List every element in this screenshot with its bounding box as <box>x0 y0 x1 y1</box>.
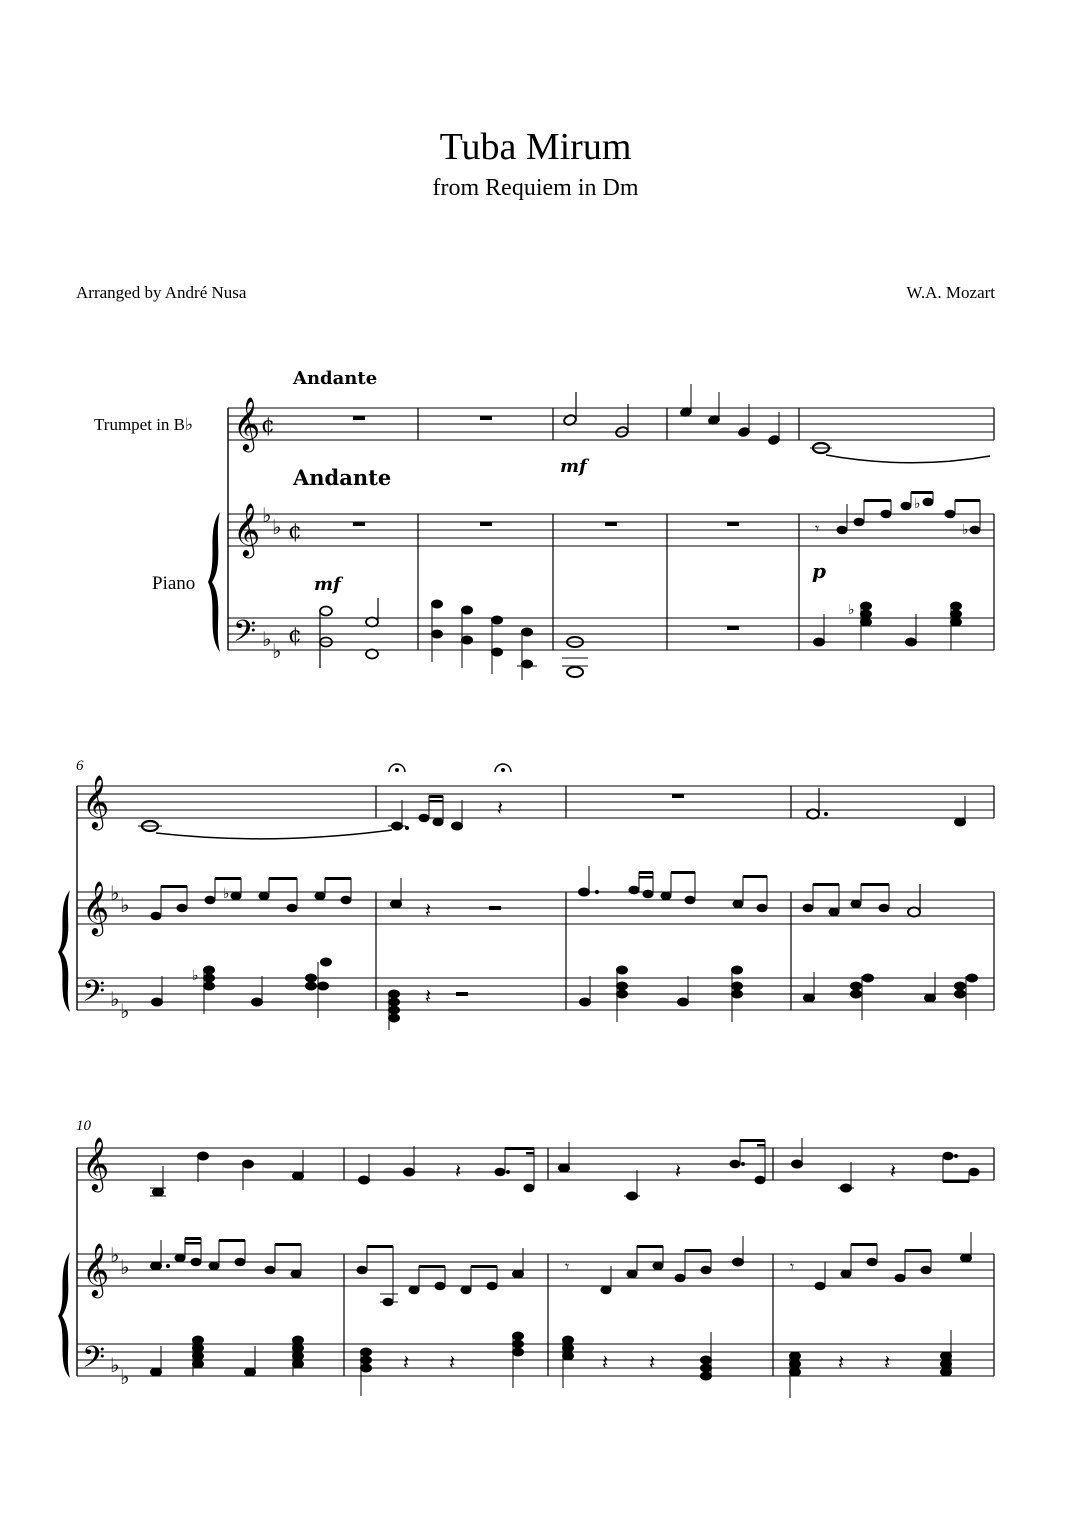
flat-icon: ♭ <box>120 893 130 917</box>
staff-piano-bass <box>228 618 994 650</box>
instrument-label-trumpet: Trumpet in B♭ <box>94 415 194 434</box>
dynamic-mark: mf <box>314 574 341 595</box>
bass-clef-icon: 𝄢 <box>82 975 106 1016</box>
system-1 <box>94 368 994 680</box>
staff-piano-bass <box>77 1344 994 1376</box>
svg-text:𝄽: 𝄽 <box>449 1350 456 1374</box>
svg-text:♭: ♭ <box>192 968 199 984</box>
piano-treble-m6-9-notes <box>151 866 920 922</box>
score-title: Tuba Mirum <box>439 126 632 168</box>
svg-text:𝄽: 𝄽 <box>884 1350 891 1374</box>
svg-text:𝄽: 𝄽 <box>425 984 432 1008</box>
treble-clef-icon: 𝄞 <box>233 502 261 556</box>
flat-icon: ♭ <box>120 1255 130 1279</box>
trumpet-m6-9-notes <box>138 764 966 839</box>
flat-icon: ♭ <box>262 503 272 527</box>
svg-text:𝄽: 𝄽 <box>838 1350 845 1374</box>
svg-text:𝄽: 𝄽 <box>602 1350 609 1374</box>
system-3 <box>58 1118 994 1398</box>
svg-text:𝄽: 𝄽 <box>403 1350 410 1374</box>
system-2 <box>58 758 994 1030</box>
trumpet-m10-13-notes <box>150 1138 979 1200</box>
dynamic-mark: p <box>812 559 826 583</box>
flat-icon: ♭ <box>120 1365 130 1389</box>
staff-piano-treble <box>228 514 994 546</box>
dynamic-mark: mf <box>560 456 587 477</box>
barlines-system-1 <box>418 408 994 650</box>
staff-trumpet <box>77 786 994 818</box>
whole-rest <box>605 522 617 526</box>
whole-rest <box>353 416 365 420</box>
tempo-marking-piano: Andante <box>293 465 392 490</box>
svg-text:𝄽: 𝄽 <box>425 898 432 922</box>
composer-credit: W.A. Mozart <box>906 283 995 302</box>
measure-number: 10 <box>76 1118 91 1134</box>
trumpet-m3-notes <box>563 392 629 438</box>
svg-text:𝄽: 𝄽 <box>455 1159 462 1183</box>
time-signature: ¢ <box>288 623 302 648</box>
svg-text:♭: ♭ <box>223 886 230 902</box>
measure-number: 6 <box>76 758 84 774</box>
whole-rest <box>727 626 739 630</box>
whole-rest <box>727 522 739 526</box>
bass-clef-icon: 𝄢 <box>82 1341 106 1382</box>
svg-text:♭: ♭ <box>914 496 921 512</box>
staff-trumpet <box>228 408 994 440</box>
treble-clef-icon: 𝄞 <box>82 1136 110 1190</box>
svg-text:𝄽: 𝄽 <box>649 1350 656 1374</box>
treble-clef-icon: 𝄞 <box>82 774 110 828</box>
instrument-label-piano: Piano <box>152 573 196 594</box>
svg-text:𝄽: 𝄽 <box>890 1159 897 1183</box>
svg-text:𝄾: 𝄾 <box>815 519 820 538</box>
svg-text:𝄽: 𝄽 <box>497 796 504 820</box>
svg-text:♭: ♭ <box>962 522 969 538</box>
score-subtitle: from Requiem in Dm <box>432 175 639 201</box>
whole-rest <box>480 522 492 526</box>
flat-icon: ♭ <box>120 999 130 1023</box>
whole-rest <box>480 416 492 420</box>
svg-text:𝄽: 𝄽 <box>675 1159 682 1183</box>
flat-icon: ♭ <box>272 639 282 663</box>
treble-clef-icon: 𝄞 <box>82 880 110 934</box>
trumpet-m4-notes <box>679 384 780 446</box>
piano-bass-m3-notes <box>562 637 588 677</box>
piano-bass-m10-13-notes <box>151 1330 952 1398</box>
svg-text:𝄾: 𝄾 <box>790 1257 795 1276</box>
barlines-system-2 <box>376 786 994 1010</box>
piano-brace <box>58 1252 70 1378</box>
piano-bass-m2-notes <box>432 600 538 680</box>
tempo-marking-trumpet: Andante <box>293 368 378 389</box>
whole-rest <box>353 522 365 526</box>
flat-icon: ♭ <box>272 515 282 539</box>
treble-clef-icon: 𝄞 <box>233 396 261 450</box>
flat-icon: ♭ <box>110 1353 120 1377</box>
piano-bass-m1-notes <box>320 598 378 668</box>
flat-icon: ♭ <box>110 881 120 905</box>
bass-clef-icon: 𝄢 <box>233 615 257 656</box>
staff-trumpet <box>77 1148 994 1180</box>
arranger-credit: Arranged by André Nusa <box>76 283 247 302</box>
piano-treble-m10-13-notes <box>151 1232 972 1306</box>
treble-clef-icon: 𝄞 <box>82 1242 110 1296</box>
flat-icon: ♭ <box>110 987 120 1011</box>
flat-icon: ♭ <box>110 1243 120 1267</box>
piano-brace <box>58 890 70 1012</box>
flat-icon: ♭ <box>262 627 272 651</box>
svg-text:♭: ♭ <box>848 602 855 618</box>
time-signature: ¢ <box>261 413 275 438</box>
piano-brace <box>208 512 220 652</box>
tie <box>826 455 990 463</box>
time-signature: ¢ <box>288 519 302 544</box>
svg-text:𝄾: 𝄾 <box>565 1257 570 1276</box>
